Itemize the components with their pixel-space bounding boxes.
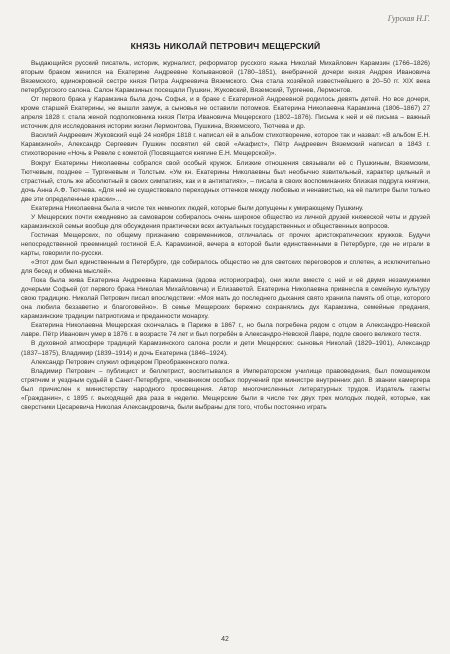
paragraph: «Этот дом был единственным в Петербурге, где собиралось общество не для светских переговоров и сплетен, а исключительно для бесед и обмена мыслей».	[21, 259, 430, 276]
paragraph: Екатерина Николаевна была в числе тех немногих людей, которые были допущены к умирающему Пушкину.	[31, 204, 364, 212]
paragraph: Александр Петрович служил офицером Преображенского полка.	[31, 358, 230, 366]
paragraph: Владимир Петрович – публицист и беллетрист, воспитывался в Императорском училище правоведения, был помощником стряпчим и уездным судьёй в Санкт-Петербурге, чиновником особых поручений при министре внутренних дел. В звании камергера был причислен к министерству народного просвещения. Автор многочисленных литературных трудов. Издатель газеты «Гражданин», с 1895 г. выходящей два раза в неделю. Мещерские были в числе тех двух трех молодых людей, которые, как сверстники Цесаревича Николая Александровича, были выбраны для того, чтобы постоянно играть	[21, 367, 430, 411]
running-head: Гурская Н.Г.	[387, 14, 430, 23]
paragraph: От первого брака у Карамзина была дочь Софья, и в браке с Екатериной Андреевной родилось девять детей. Но все дочери, кроме старшей Екатерины, не вышли замуж, а сыновья не оставили потомков. Екатерина Николаевна Карамзина (1806–1867) 27 апреля 1828 г. стала женой подполковника князя Петра Ивановича Мещерского (1802–1876). Письма к ней и её письма – важный источник для исследования истории жизни Лермонтова, Пушкина, Вяземского, Тютчева и др.	[21, 96, 430, 131]
paragraph: Пока была жива Екатерина Андреевна Карамзина (вдова историографа), они жили вместе с ней и её двумя незамужними дочерьми Софьей (от первого брака Николая Михайловича) и Елизаветой. Екатерина Николаевна привнесла в семейную культуру свою традицию. Николай Петрович писал впоследствии: «Моя мать до последнего дыхания свято хранила память об отце, которого она любила беззаветно и благоговейно». В семье Мещерских бережно сохранялись дух Карамзина, семейные предания, карамзинские традиции патриотизма и преданности монарху.	[21, 277, 430, 321]
paragraph: Выдающийся русский писатель, историк, журналист, реформатор русского языка Николай Михайлович Карамзин (1766–1826) вторым браком женился на Екатерине Андреевне Колывановой (1780–1851), внебрачной дочери князя Андрея Ивановича Вяземского, единокровной сестре князя Петра Андреевича Вяземского. Она стала хозяйкой известнейшего в 20–50 гг. XIX века петербургского салона. Салон Карамзиных посещали Пушкин, Жуковский, Вяземский, Тургенев, Лермонтов.	[21, 60, 430, 95]
paragraph: В духовной атмосфере традиций Карамзинского салона росли и дети Мещерских: сыновья Николай (1829–1901), Александр (1837–1875), Владимир (1839–1914) и дочь Екатерина (1846–1924).	[21, 340, 430, 357]
article-title: КНЯЗЬ НИКОЛАЙ ПЕТРОВИЧ МЕЩЕРСКИЙ	[130, 41, 321, 51]
article-body	[21, 59, 430, 412]
paragraph: Гостиная Мещерских, по общему признанию современников, отличалась от прочих аристократических кружков. Будучи непосредственной преемницей гостиной Е.А. Карамзиной, вечера в которой были единственными в Петербурге, где не играли в карты, говорили по-русски.	[21, 231, 430, 257]
paragraph: У Мещерских почти ежедневно за самоваром собиралось очень широкое общество из личной друзей княжеской четы и друзей карамзинской семьи вообще для обсуждения практически всех актуальных государственных и общественных вопросов.	[21, 213, 430, 230]
paragraph: Василий Андреевич Жуковский ещё 24 ноября 1818 г. написал ей в альбом стихотворение, которое так и назвал: «В альбом Е.Н. Карамзиной», Александр Сергеевич Пушкин посвятил ей свой «Акафист», Пётр Андреевич Вяземский написал в 1843 г. стихотворение «Ночь в Ревеле с кометой (Посвящается княгине Е.Н. Мещерской)».	[21, 132, 430, 158]
page-number: 42	[221, 636, 229, 643]
paragraph: Екатерина Николаевна Мещерская скончалась в Париже в 1867 г., но была погребена рядом с отцом в Александро-Невской лавре. Пётр Иванович умер в 1876 г. в возрасте 74 лет и был погребён в Александро-Невской Лавре, подле своего великого тестя.	[21, 322, 430, 339]
paragraph: Вокруг Екатерины Николаевны собрался свой особый кружок. Близкие отношения связывали её с Пушкиным, Вяземским, Тютчевым, позднее – Тургеневым и Толстым. «Ум кн. Екатерины Николаевны был необычно язвительный, характер цельный и страстный, столь же абсолютный в своих симпатиях, как и в антипатиях», – писала в своих воспоминаниях близкая подруга княгини, дочь Анна А.Ф. Тютчева. «Для неё не существовало переходных оттенков между любовью и ненавистью, на её палитре были только две эти определенные краски»…	[21, 159, 430, 203]
